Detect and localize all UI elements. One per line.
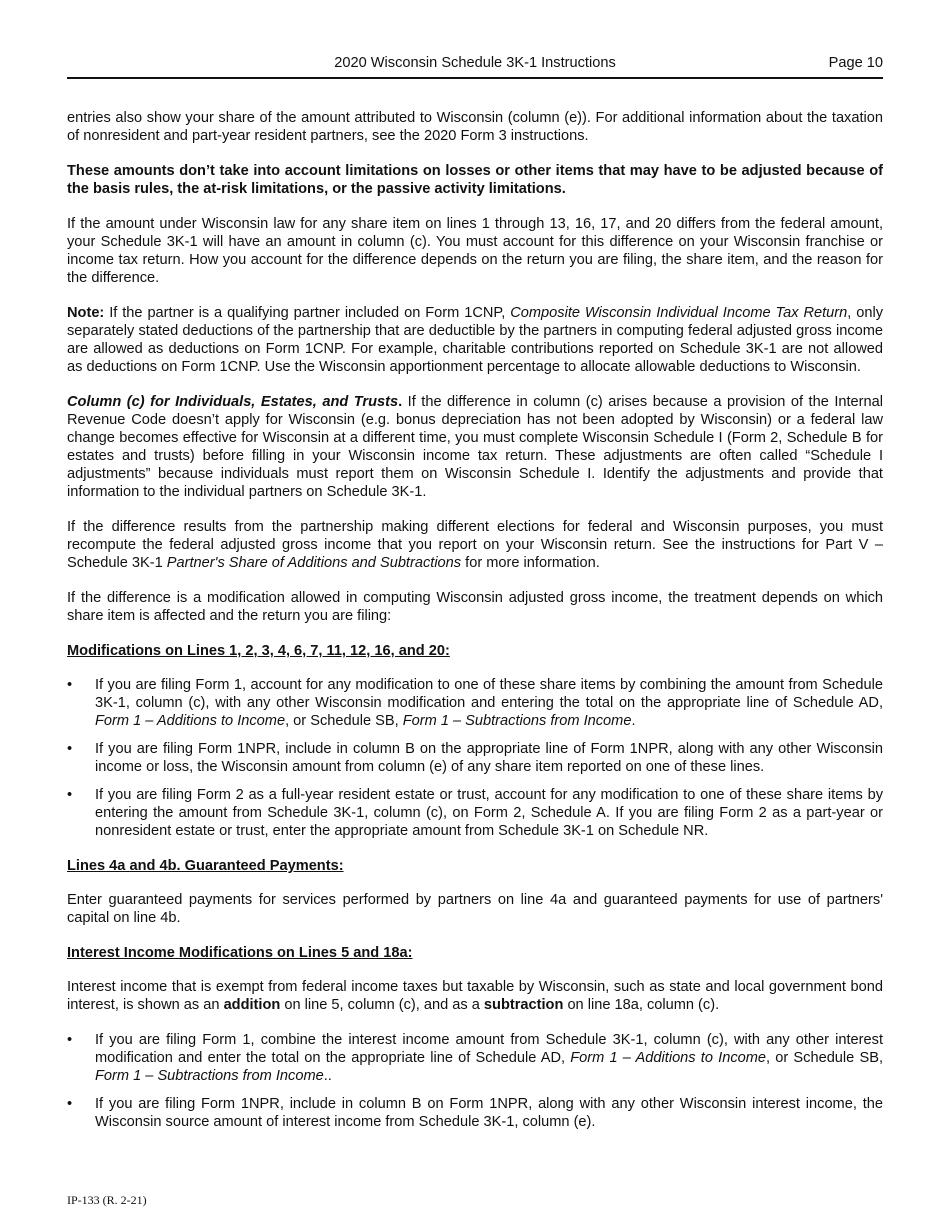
paragraph (67, 891, 883, 927)
header-rule (67, 77, 883, 79)
text-run: If you are filing Form 1NPR, include in column B on the appropriate line of Form 1NPR, along with any other Wisconsin income or loss, the Wisconsin amount from column (e) of any share item reported on one of these lines. (95, 741, 883, 775)
emphasis-text: Form 1 – Subtractions from Income (402, 713, 632, 729)
text-run: If you are filing Form 1, combine the interest income amount from Schedule 3K-1, column (c), with any other interest modification and enter the total on the appropriate line of Schedule AD, (95, 1032, 883, 1066)
text-run: on line 5, column (c), and as a (280, 997, 484, 1013)
page-header (67, 55, 883, 77)
emphasis-text: Column (c) for Individuals, Estates, and Trusts (67, 394, 399, 410)
emphasis-text: Form 1 – Additions to Income (95, 713, 286, 729)
list-item (67, 676, 883, 730)
emphasis-text: subtraction (483, 997, 564, 1013)
text-run: If the difference results from the partnership making different elections for federal and Wisconsin purposes, you must recompute the federal adjusted gross income that you report on your Wisconsin return. See the instructions for Part V – Schedule 3K-1 (67, 519, 883, 571)
text-run: If you are filing Form 1, account for any modification to one of these share items by combining the amount from Schedule 3K-1, column (c), with any other Wisconsin modification and entering the total on the appropriate line of Schedule AD, (95, 677, 883, 711)
bullet-list (67, 1031, 883, 1131)
form-id-footer: IP-133 (R. 2-21) (67, 1193, 147, 1207)
list-item (67, 1095, 883, 1131)
list-item (67, 740, 883, 776)
text-run: If the amount under Wisconsin law for any share item on lines 1 through 13, 16, 17, and 20 differs from the federal amount, your Schedule 3K-1 will have an amount in column (c). You must account for this difference on your Wisconsin franchise or income tax return. How you account for the difference depends on the return you are filing, the share item, and the reason for the difference. (67, 216, 883, 286)
emphasis-text: Form 1 – Additions to Income (570, 1050, 767, 1066)
text-run: . (631, 713, 636, 729)
paragraph (67, 978, 883, 1014)
text-run: Interest income that is exempt from federal income taxes but taxable by Wisconsin, such as state and local government bond interest, is shown as an (67, 979, 883, 1013)
text-run: If the difference in column (c) arises because a provision of the Internal Revenue Code doesn’t apply for Wisconsin (e.g. bonus depreciation has not been adopted by Wisconsin) or a federal law change becomes effective for Wisconsin at a different time, you must complete Wisconsin Schedule I (Form 2, Schedule B for estates and trusts) before filling in your Wisconsin income tax return. These adjustments are often called “Schedule I adjustments” because individuals must report them on Wisconsin Schedule I. Identify the adjustments and provide that information to the individual partners on Schedule 3K-1. (67, 394, 883, 500)
page-number: Page 10 (828, 55, 883, 71)
bullet-icon: • (67, 741, 73, 757)
paragraph (67, 518, 883, 572)
text-run: If you are filing Form 1NPR, include in column B on Form 1NPR, along with any other Wisconsin interest income, the Wisconsin source amount of interest income from Schedule 3K-1, column (e). (95, 1096, 883, 1130)
text-run: Enter guaranteed payments for services performed by partners on line 4a and guaranteed payments for use of partners' capital on line 4b. (67, 892, 883, 926)
paragraph (67, 589, 883, 625)
text-run: .. (323, 1068, 332, 1084)
emphasis-text: addition (223, 997, 281, 1013)
emphasis-text: . (398, 394, 403, 410)
paragraph (67, 393, 883, 501)
text-run: If you are filing Form 2 as a full-year resident estate or trust, account for any modification to one of these share items by entering the amount from Schedule 3K-1, column (c), on Form 2, Schedule A. If you are filing Form 2 as a part-year or nonresident estate or trust, enter the appropriate amount from Schedule 3K-1 on Schedule NR. (95, 787, 883, 839)
paragraph (67, 109, 883, 145)
emphasis-text: These amounts don’t take into account limitations on losses or other items that may have to be adjusted because of the basis rules, the at-risk limitations, or the passive activity limitations. (67, 163, 883, 197)
text-run: entries also show your share of the amount attributed to Wisconsin (column (e)). For additional information about the taxation of nonresident and part-year resident partners, see the 2020 Form 3 instructions. (67, 110, 883, 144)
text-run: on line 18a, column (c). (563, 997, 720, 1013)
document-title: 2020 Wisconsin Schedule 3K-1 Instructions (334, 55, 616, 71)
section-heading: Interest Income Modifications on Lines 5 and 18a: (67, 945, 413, 961)
emphasis-text: Form 1 – Subtractions from Income (95, 1068, 324, 1084)
text-run: , only separately stated deductions of the partnership that are deductible by the partners in computing federal adjusted gross income are allowed as deductions on Form 1CNP. For example, charitable contributions reported on Schedule 3K-1 are not allowed as deductions on Form 1CNP. Use the Wisconsin apportionment percentage to allocate allowable deductions to Wisconsin. (67, 305, 883, 375)
text-run: , or Schedule SB, (766, 1050, 883, 1066)
text-run: If the difference is a modification allowed in computing Wisconsin adjusted gross income, the treatment depends on which share item is affected and the return you are filing: (67, 590, 883, 624)
bullet-icon: • (67, 787, 73, 803)
bullet-list (67, 676, 883, 840)
emphasis-text: Note: (67, 305, 105, 321)
emphasis-text: Partner's Share of Additions and Subtractions (166, 555, 462, 571)
section-heading: Modifications on Lines 1, 2, 3, 4, 6, 7, 11, 12, 16, and 20: (67, 643, 450, 659)
paragraph (67, 215, 883, 287)
list-item (67, 786, 883, 840)
bullet-icon: • (67, 677, 73, 693)
paragraph (67, 162, 883, 198)
text-run: , or Schedule SB, (285, 713, 403, 729)
document-body (67, 109, 883, 1148)
paragraph (67, 304, 883, 376)
section-heading: Lines 4a and 4b. Guaranteed Payments: (67, 858, 344, 874)
emphasis-text: Composite Wisconsin Individual Income Tax Return (510, 305, 848, 321)
bullet-icon: • (67, 1096, 73, 1112)
list-item (67, 1031, 883, 1085)
text-run: If the partner is a qualifying partner included on Form 1CNP, (104, 305, 511, 321)
text-run: for more information. (461, 555, 600, 571)
bullet-icon: • (67, 1032, 73, 1048)
